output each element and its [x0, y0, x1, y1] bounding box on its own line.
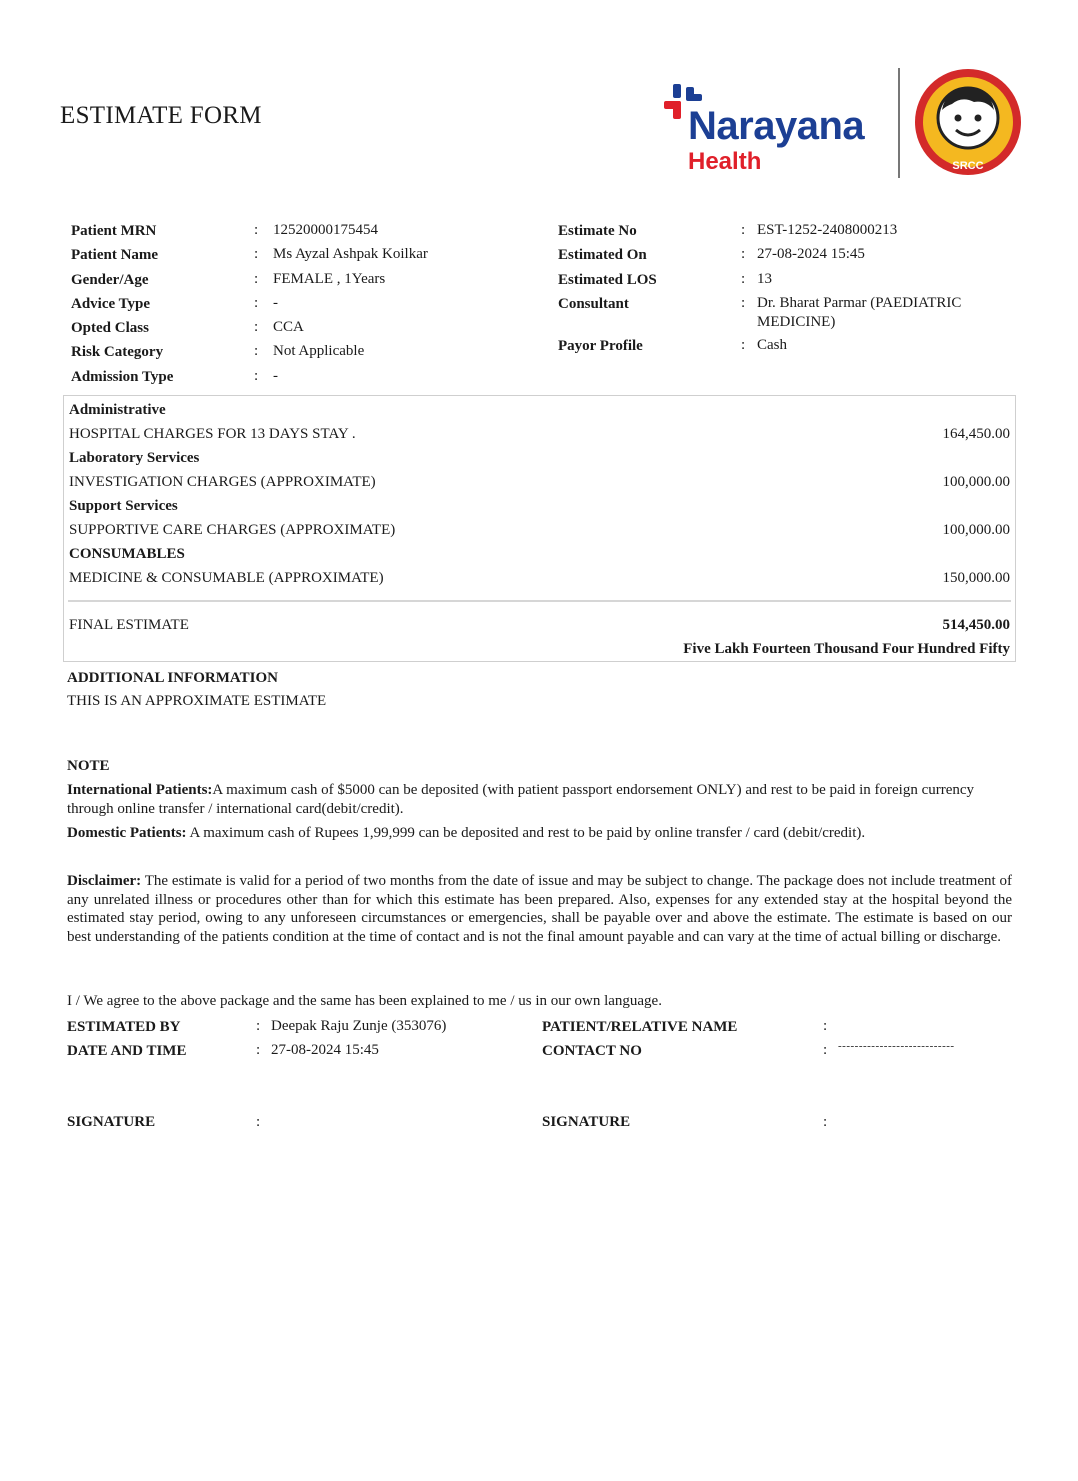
label-patient-name: Patient Name [71, 247, 159, 263]
section-heading: CONSUMABLES [69, 546, 185, 562]
total-divider [68, 600, 1011, 602]
disclaimer-label: Disclaimer: [67, 873, 142, 889]
label-risk-category: Risk Category [71, 344, 164, 360]
value-advice-type: - [273, 295, 278, 311]
label-admission-type: Admission Type [71, 369, 174, 385]
value-admission-type: - [273, 368, 278, 384]
charge-description: INVESTIGATION CHARGES (APPROXIMATE) [69, 474, 376, 490]
disclaimer [67, 872, 1012, 946]
value-consultant: Dr. Bharat Parmar (PAEDIATRIC [757, 295, 962, 311]
charge-description: HOSPITAL CHARGES FOR 13 DAYS STAY . [69, 426, 356, 442]
label-patient-mrn: Patient MRN [71, 223, 157, 239]
colon: : [823, 1042, 828, 1058]
estimate-charges-table [63, 395, 1016, 662]
colon: : [254, 246, 259, 262]
colon: : [823, 1114, 828, 1130]
value-estimated-los: 13 [757, 271, 772, 287]
logo-health-text: Health [688, 148, 762, 175]
final-estimate-label: FINAL ESTIMATE [69, 617, 189, 633]
value-opted-class: CCA [273, 319, 304, 335]
colon: : [741, 246, 746, 262]
label-consultant: Consultant [558, 296, 629, 312]
colon: : [254, 368, 259, 384]
label-estimate-no: Estimate No [558, 223, 637, 239]
hospital-logo [660, 64, 1030, 184]
section-heading: Support Services [69, 498, 178, 514]
label-patient-relative-name: PATIENT/RELATIVE NAME [542, 1019, 738, 1035]
value-date-and-time: 27-08-2024 15:45 [271, 1042, 379, 1058]
section-heading: Administrative [69, 402, 166, 418]
label-date-and-time: DATE AND TIME [67, 1043, 187, 1059]
value-estimated-by: Deepak Raju Zunje (353076) [271, 1018, 447, 1034]
value-patient-mrn: 12520000175454 [273, 222, 378, 238]
value-estimated-on: 27-08-2024 15:45 [757, 246, 865, 262]
colon: : [254, 222, 259, 238]
domestic-patients-note [67, 824, 1012, 843]
colon: : [256, 1018, 261, 1034]
label-signature-left: SIGNATURE [67, 1114, 156, 1130]
value-gender-age: FEMALE , 1Years [273, 271, 386, 287]
colon: : [256, 1042, 261, 1058]
label-estimated-los: Estimated LOS [558, 272, 657, 288]
logo-divider [898, 68, 900, 178]
label-estimated-on: Estimated On [558, 247, 647, 263]
label-signature-right: SIGNATURE [542, 1114, 631, 1130]
value-risk-category: Not Applicable [273, 343, 365, 359]
label-payor-profile: Payor Profile [558, 338, 643, 354]
dom-label: Domestic Patients: [67, 825, 187, 841]
svg-text:SRCC: SRCC [952, 160, 984, 172]
value-patient-name: Ms Ayzal Ashpak Koilkar [273, 246, 428, 262]
value-consultant-line2: MEDICINE) [757, 314, 836, 330]
final-estimate-words: Five Lakh Fourteen Thousand Four Hundred Fifty [683, 641, 1010, 657]
colon: : [254, 271, 259, 287]
colon: : [254, 319, 259, 335]
colon: : [741, 271, 746, 287]
srcc-child-face-icon [912, 66, 1024, 178]
intl-text: A maximum cash of $5000 can be deposited (with patient passport endorsement ONLY) and rest to be paid in foreign currency through online transfer / international card(debit/credit). [67, 782, 975, 817]
label-advice-type: Advice Type [71, 296, 151, 312]
label-opted-class: Opted Class [71, 320, 149, 336]
colon: : [741, 337, 746, 353]
colon: : [823, 1018, 828, 1034]
dom-text: A maximum cash of Rupees 1,99,999 can be deposited and rest to be paid by online transfer / card (debit/credit). [186, 825, 866, 841]
section-heading: Laboratory Services [69, 450, 200, 466]
label-gender-age: Gender/Age [71, 272, 149, 288]
value-estimate-no: EST-1252-2408000213 [757, 222, 898, 238]
colon: : [741, 222, 746, 238]
value-contact-no: ---------------------------- [838, 1040, 955, 1052]
additional-info-heading: ADDITIONAL INFORMATION [67, 670, 278, 686]
charge-amount: 100,000.00 [942, 474, 1010, 490]
charge-description: MEDICINE & CONSUMABLE (APPROXIMATE) [69, 570, 384, 586]
label-estimated-by: ESTIMATED BY [67, 1019, 181, 1035]
colon: : [254, 343, 259, 359]
charge-amount: 164,450.00 [942, 426, 1010, 442]
charge-description: SUPPORTIVE CARE CHARGES (APPROXIMATE) [69, 522, 396, 538]
disclaimer-text: The estimate is valid for a period of two months from the date of issue and may be subject to change. The package does not include treatment of any unrelated illness or procedures other than for which this estimate has been prepared. Also, expenses for any extended stay at the hospital beyond the estimated stay period, owing to any unforeseen circumstances or emergencies, shall be payable over and above the estimate. The estimate is based on our best understanding of the patients condition at the time of contact and is not the final amount payable and can vary at the time of actual billing or discharge. [67, 873, 1012, 945]
note-heading: NOTE [67, 758, 110, 774]
colon: : [256, 1114, 261, 1130]
logo-wordmark: Narayana [688, 104, 865, 148]
intl-label: International Patients: [67, 782, 213, 798]
charge-amount: 150,000.00 [942, 570, 1010, 586]
label-contact-no: CONTACT NO [542, 1043, 642, 1059]
charge-amount: 100,000.00 [942, 522, 1010, 538]
international-patients-note [67, 781, 1012, 818]
value-payor-profile: Cash [757, 337, 787, 353]
additional-info-text: THIS IS AN APPROXIMATE ESTIMATE [67, 693, 327, 709]
page-title: ESTIMATE FORM [60, 102, 262, 129]
colon: : [254, 295, 259, 311]
colon: : [741, 295, 746, 311]
agreement-statement: I / We agree to the above package and the same has been explained to me / us in our own language. [67, 993, 662, 1009]
final-estimate-amount: 514,450.00 [942, 617, 1010, 633]
